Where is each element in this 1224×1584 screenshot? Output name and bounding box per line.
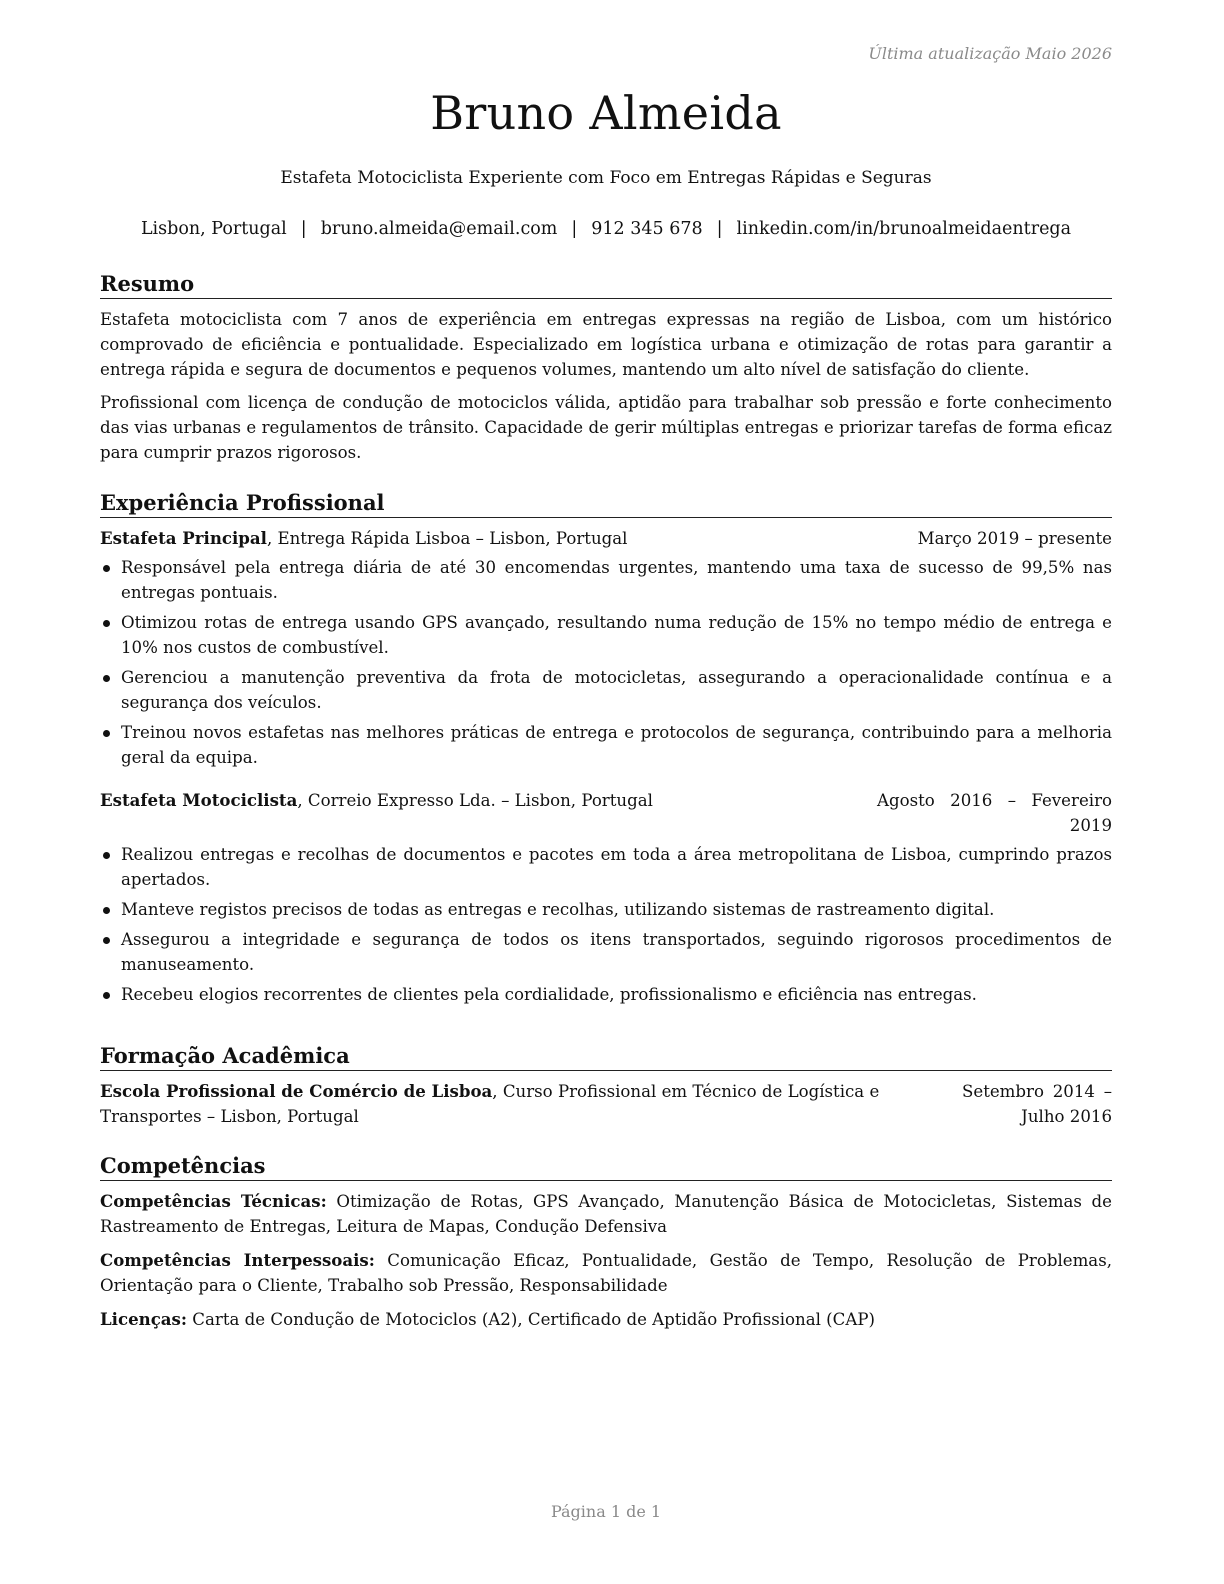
bullet-icon — [103, 907, 110, 914]
experience-heading: Experiência Profissional — [100, 489, 1112, 518]
job-header — [100, 788, 1112, 838]
bullet-icon — [103, 852, 110, 859]
bullet-icon — [103, 937, 110, 944]
list-item — [100, 665, 1112, 715]
bullet-icon — [103, 620, 110, 627]
bullet-icon — [103, 565, 110, 572]
job-bullets — [100, 555, 1112, 770]
education-heading: Formação Acadêmica — [100, 1042, 1112, 1071]
experience-section — [100, 489, 1112, 1012]
list-item — [100, 555, 1112, 605]
list-item — [100, 927, 1112, 977]
job-dates: Março 2019 – presente — [917, 529, 1112, 548]
bullet-text: Realizou entregas e recolhas de documentos e pacotes em toda a área metropolitana de Lisboa, cumprindo prazos apertados. — [121, 845, 1112, 889]
education-dates: Setembro 2014 – Julho 2016 — [962, 1082, 1112, 1126]
summary-section — [100, 270, 1112, 473]
skills-group-interpersonal — [100, 1248, 1112, 1298]
job-role: Estafeta Motociclista — [100, 790, 298, 810]
candidate-headline: Estafeta Motociclista Experiente com Foco em Entregas Rápidas e Seguras — [280, 168, 932, 188]
skills-section — [100, 1152, 1112, 1341]
education-section — [100, 1042, 1112, 1129]
job-company: , Correio Expresso Lda. – Lisbon, Portugal — [297, 791, 653, 810]
job-company: , Entrega Rápida Lisboa – Lisbon, Portugal — [266, 529, 628, 548]
skills-label: Licenças: — [100, 1309, 188, 1329]
education-description — [100, 1079, 960, 1129]
page-number: Página 1 de 1 — [550, 1502, 662, 1521]
education-course: , Curso Profissional em Técnico de Logística e Transportes – Lisbon, Portugal — [100, 1082, 880, 1126]
job-entry — [100, 788, 1112, 1007]
skills-label: Competências Interpessoais: — [100, 1250, 375, 1270]
job-entry — [100, 526, 1112, 770]
bullet-text: Recebeu elogios recorrentes de clientes pela cordialidade, profissionalismo e eficiência nas entregas. — [121, 985, 977, 1004]
skills-label: Competências Técnicas: — [100, 1191, 327, 1211]
bullet-text: Otimizou rotas de entrega usando GPS avançado, resultando numa redução de 15% no tempo médio de entrega e 10% nos custos de combustível. — [121, 613, 1112, 657]
job-dates: Agosto 2016 – Fevereiro 2019 — [877, 791, 1112, 835]
list-item — [100, 982, 1112, 1007]
bullet-text: Treinou novos estafetas nas melhores práticas de entrega e protocolos de segurança, contribuindo para a melhoria geral da equipa. — [121, 723, 1112, 767]
education-entry — [100, 1079, 1112, 1129]
contact-separator: | — [300, 219, 307, 239]
last-updated-note: Última atualização Maio 2026 — [868, 44, 1112, 63]
summary-heading: Resumo — [100, 270, 1112, 299]
contact-phone: 912 345 678 — [591, 219, 703, 239]
contact-line — [100, 219, 1112, 239]
job-header — [100, 526, 1112, 551]
contact-linkedin[interactable]: linkedin.com/in/brunoalmeidaentrega — [736, 219, 1072, 239]
job-title-line — [100, 526, 627, 551]
bullet-text: Manteve registos precisos de todas as entregas e recolhas, utilizando sistemas de rastreamento digital. — [121, 900, 995, 919]
job-bullets — [100, 842, 1112, 1007]
list-item — [100, 842, 1112, 892]
contact-email[interactable]: bruno.almeida@email.com — [320, 219, 558, 239]
bullet-text: Gerenciou a manutenção preventiva da frota de motocicletas, assegurando a operacionalidade contínua e a segurança dos veículos. — [121, 668, 1112, 712]
list-item — [100, 610, 1112, 660]
bullet-icon — [103, 730, 110, 737]
candidate-name: Bruno Almeida — [430, 86, 782, 140]
job-title-line — [100, 788, 653, 838]
contact-separator: | — [571, 219, 578, 239]
skills-text: Comunicação Eficaz, Pontualidade, Gestão de Tempo, Resolução de Problemas, Orientação para o Cliente, Trabalho sob Pressão, Responsabilidade — [100, 1251, 1112, 1295]
summary-paragraph: Estafeta motociclista com 7 anos de experiência em entregas expressas na região de Lisboa, com um histórico comprovado de eficiência e pontualidade. Especializado em logística urbana e otimização de rotas para garantir a entrega rápida e segura de documentos e pequenos volumes, mantendo um alto nível de satisfação do cliente. — [100, 310, 1112, 379]
bullet-text: Assegurou a integridade e segurança de todos os itens transportados, seguindo rigorosos procedimentos de manuseamento. — [121, 930, 1112, 974]
list-item — [100, 720, 1112, 770]
job-role: Estafeta Principal — [100, 528, 267, 548]
resume-page — [100, 0, 1112, 1584]
bullet-icon — [103, 675, 110, 682]
bullet-icon — [103, 992, 110, 999]
bullet-text: Responsável pela entrega diária de até 30 encomendas urgentes, mantendo uma taxa de sucesso de 99,5% nas entregas pontuais. — [121, 558, 1112, 602]
skills-heading: Competências — [100, 1152, 1112, 1181]
contact-location: Lisbon, Portugal — [140, 219, 287, 239]
contact-separator: | — [716, 219, 723, 239]
summary-paragraph: Profissional com licença de condução de motociclos válida, aptidão para trabalhar sob pressão e forte conhecimento das vias urbanas e regulamentos de trânsito. Capacidade de gerir múltiplas entregas e priorizar tarefas de forma eficaz para cumprir prazos rigorosos. — [100, 393, 1112, 462]
skills-text: Carta de Condução de Motociclos (A2), Certificado de Aptidão Profissional (CAP) — [187, 1310, 875, 1329]
skills-group-technical — [100, 1189, 1112, 1239]
skills-text: Otimização de Rotas, GPS Avançado, Manutenção Básica de Motocicletas, Sistemas de Rastreamento de Entregas, Leitura de Mapas, Condução Defensiva — [100, 1192, 1112, 1236]
list-item — [100, 897, 1112, 922]
education-school: Escola Profissional de Comércio de Lisboa — [100, 1081, 493, 1101]
skills-group-licenses — [100, 1307, 1112, 1332]
